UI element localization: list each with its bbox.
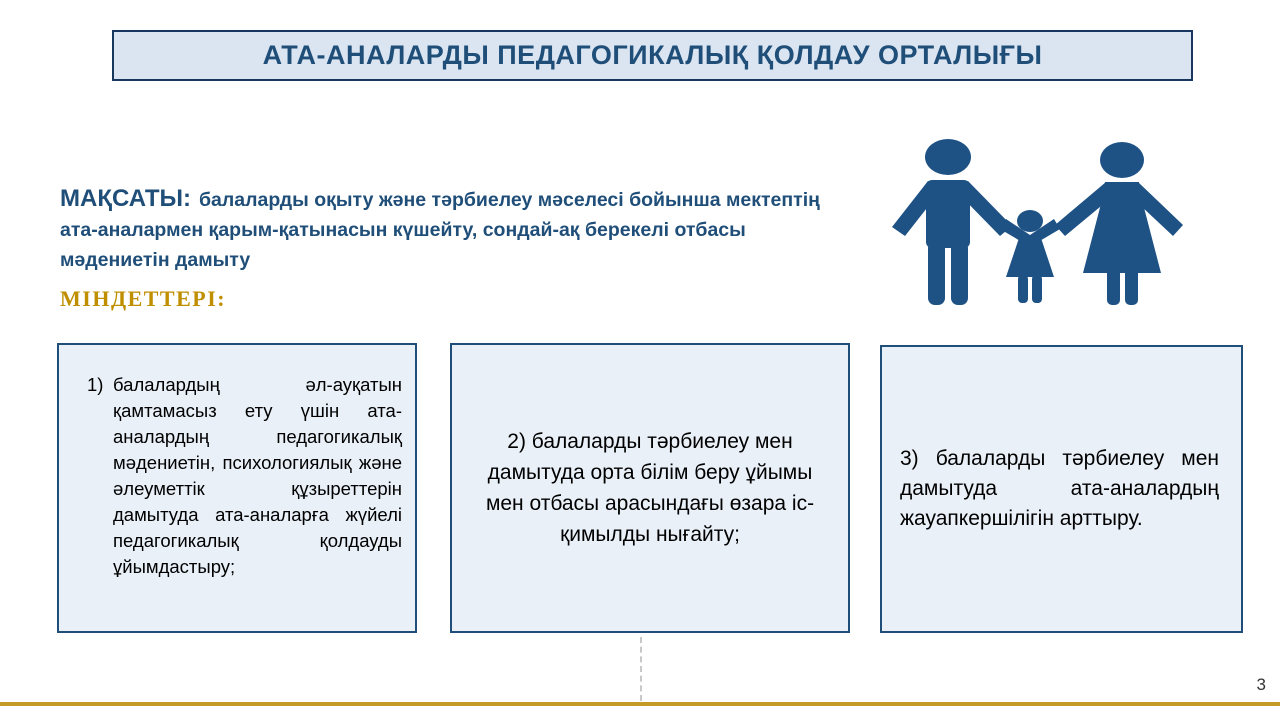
task-box-1 [57,343,417,633]
task-box-2 [450,343,850,633]
goal-line [60,184,890,215]
task-3-text: 3) балаларды тәрбиелеу мен дамытуда ата-аналардың жауапкершілігін арттыру. [900,447,1219,530]
task-1-text: балалардың әл-ауқатын қамтамасыз ету үшін ата-аналардың педагогикалық мәдениетін, психологиялық және әлеуметтік құзыреттерін дамытуда ата-аналарға жүйелі педагогикалық қолдауды ұйымдастыру; [113,374,402,577]
goal-label: МАҚСАТЫ: [60,185,191,212]
task-2-text: 2) балаларды тәрбиелеу мен дамытуда орта білім беру ұйымы мен отбасы арасындағы өзара іс-қимылды нығайту; [485,430,815,546]
slide-title [112,30,1193,81]
slide-title-text: АТА-АНАЛАРДЫ ПЕДАГОГИКАЛЫҚ ҚОЛДАУ ОРТАЛЫҒЫ [262,40,1043,70]
tasks-heading: МІНДЕТТЕРІ: [60,286,227,311]
goal-text-line-2: ата-аналармен қарым-қатынасын күшейту, сондай-ақ берекелі отбасы [60,219,746,241]
task-box-3 [880,345,1243,633]
family-silhouette-icon [888,136,1184,308]
goal-text-line-3: мәдениетін дамыту [60,249,251,271]
dashed-divider-line [640,637,642,701]
goal-text-line-1: балаларды оқыту және тәрбиелеу мәселесі бойынша мектептің [199,189,820,211]
page-number: 3 [1256,675,1266,694]
goal-statement [60,184,890,275]
task-1-number: 1) [87,374,104,395]
footer-gold-line [0,702,1280,706]
